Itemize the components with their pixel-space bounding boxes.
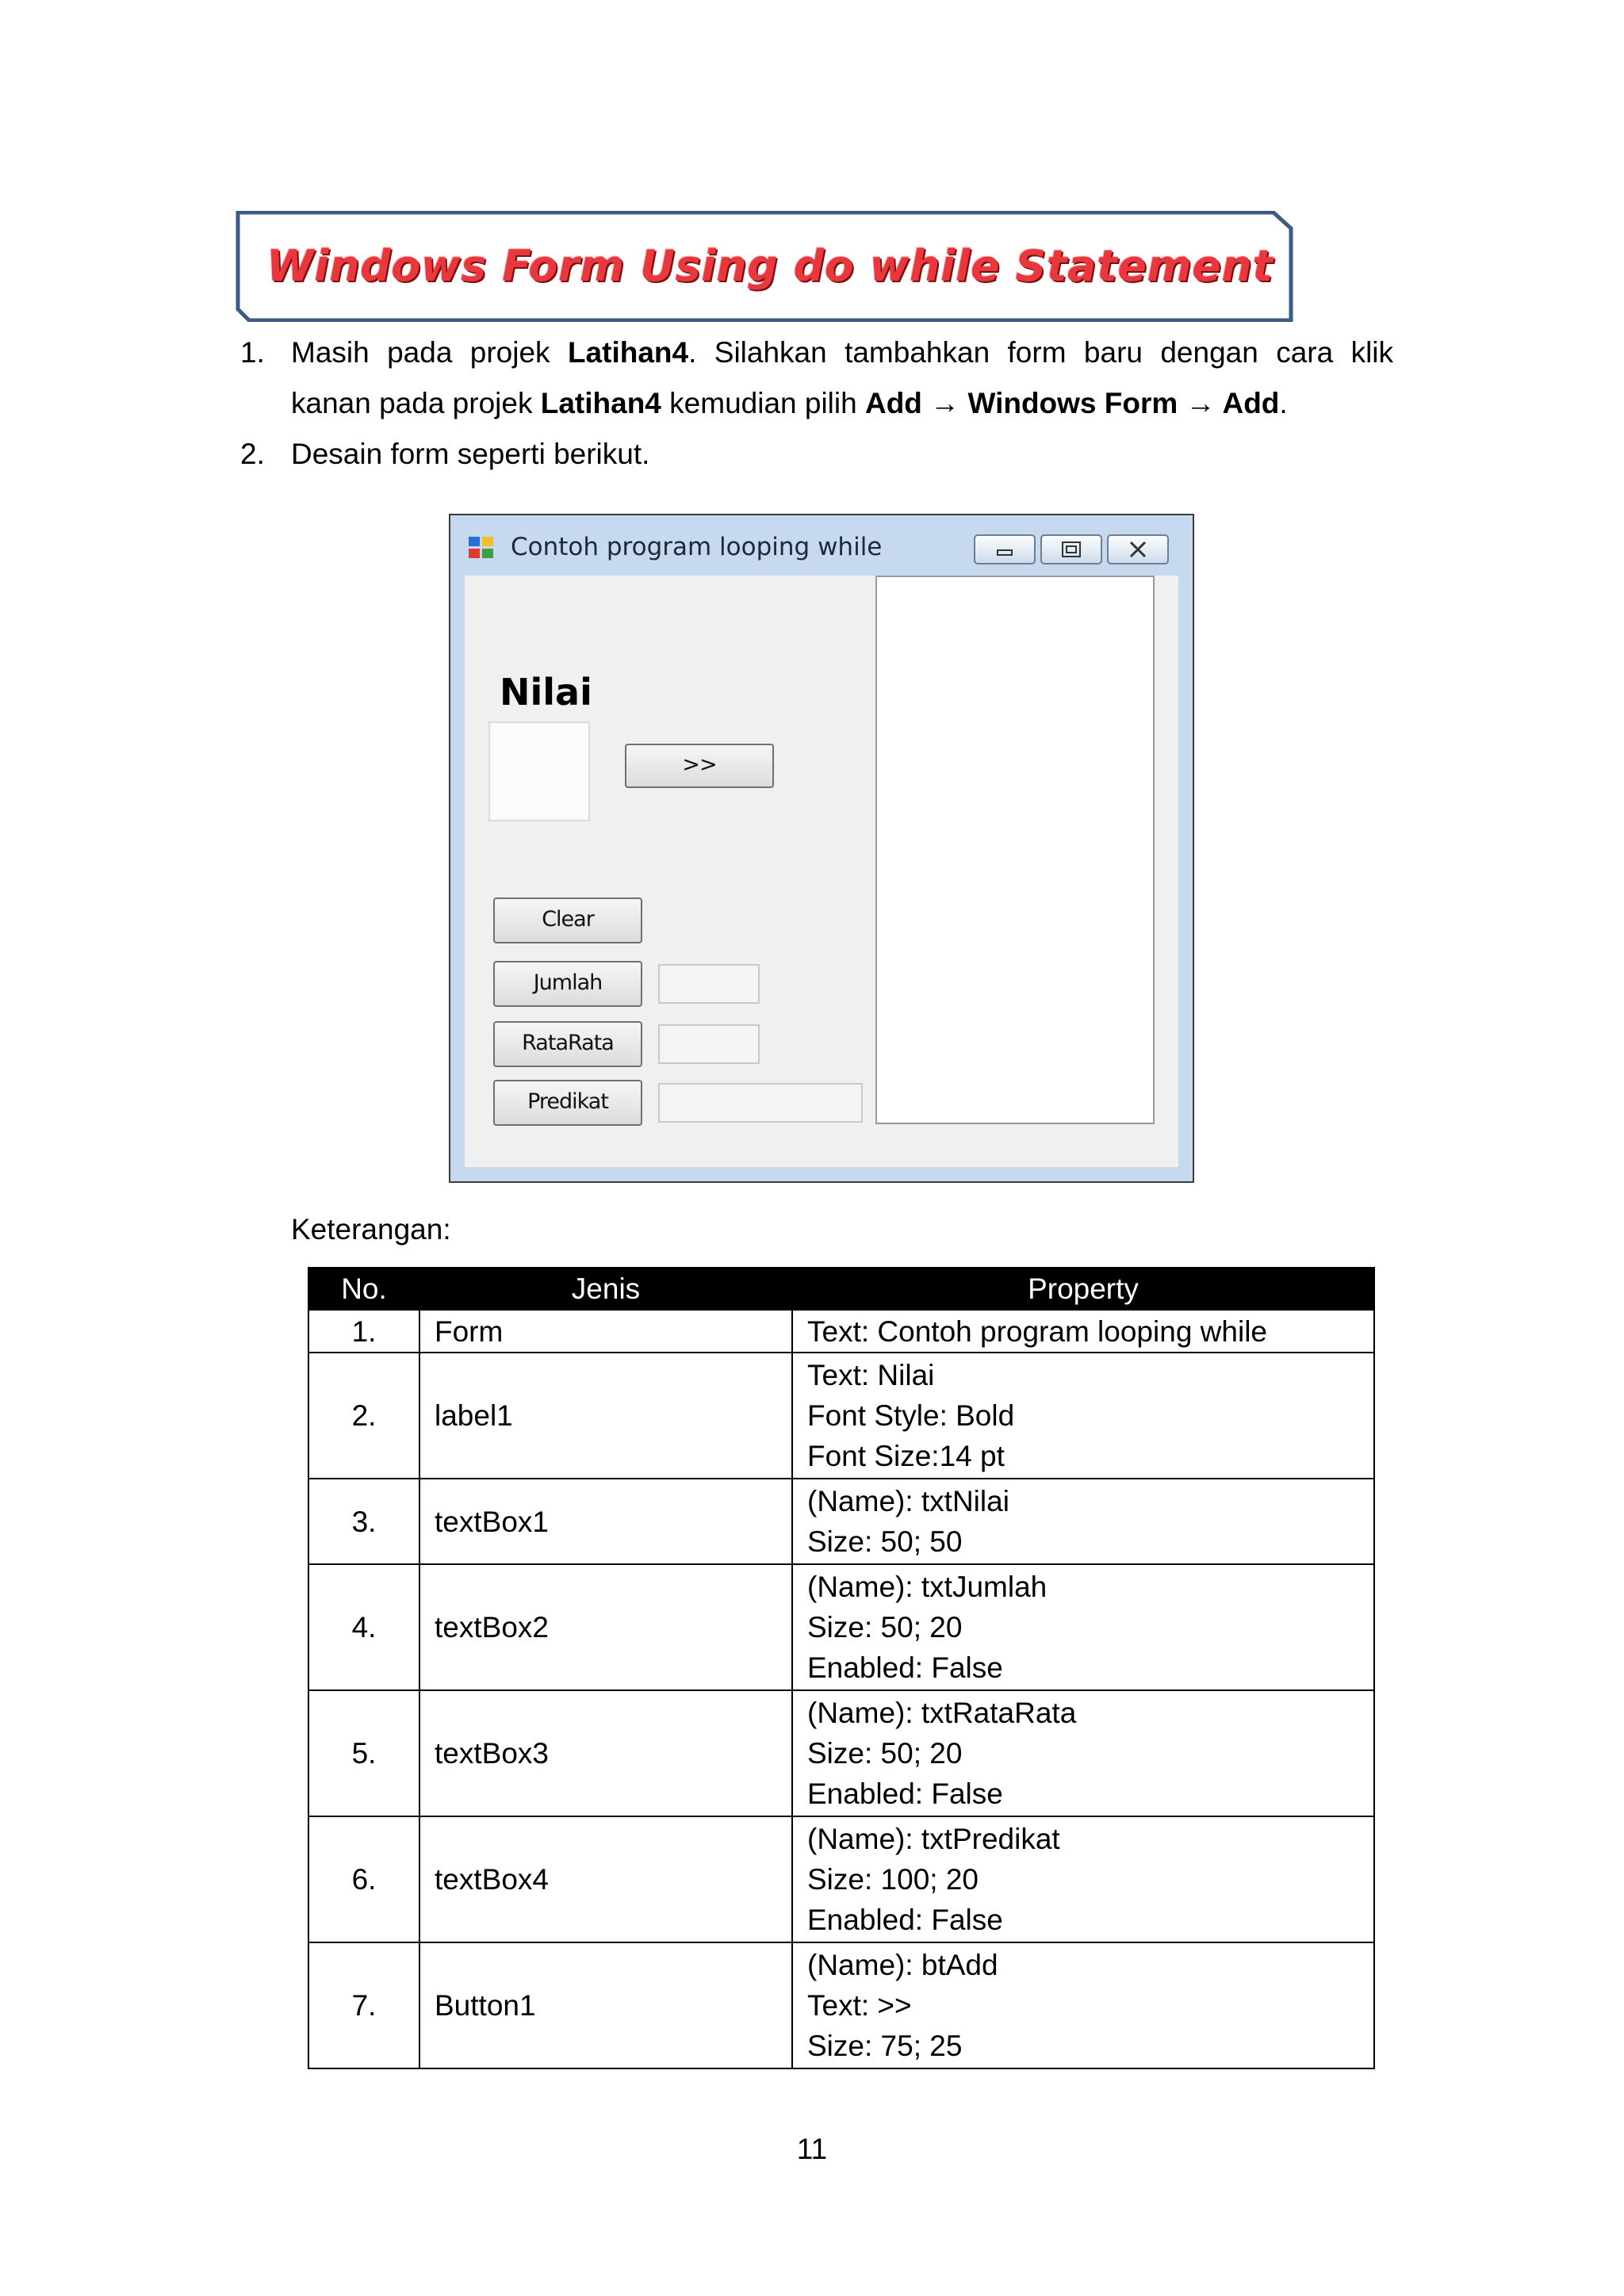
cell-no: 6.: [308, 1816, 419, 1942]
output-listbox[interactable]: [875, 576, 1155, 1124]
txtnilai-input[interactable]: [488, 721, 590, 821]
property-line: Enabled: False: [807, 1777, 1003, 1810]
section-title: Windows Form Using do while Statement: [266, 241, 1274, 291]
ratarata-button[interactable]: RataRata: [493, 1021, 642, 1067]
cell-property: [792, 1942, 1374, 2068]
table-row: [308, 1564, 1374, 1690]
step-2: [0, 429, 1624, 480]
bold-text: Latihan4: [567, 336, 689, 369]
section-title-banner: [233, 211, 1296, 322]
step-1-line-1: [291, 327, 1393, 378]
text-segment: . Silahkan tambahkan form baru dengan cara klik: [688, 336, 1394, 369]
cell-property: [792, 1690, 1374, 1816]
table-row: [308, 1479, 1374, 1564]
property-line: Size: 75; 25: [807, 2030, 963, 2062]
property-line: (Name): txtPredikat: [807, 1823, 1060, 1855]
cell-jenis: textBox1: [419, 1479, 792, 1564]
table-row: [308, 1816, 1374, 1942]
cell-property: [792, 1564, 1374, 1690]
text-segment: .: [1279, 387, 1288, 419]
property-line: Size: 50; 20: [807, 1611, 963, 1644]
cell-no: 4.: [308, 1564, 419, 1690]
maximize-icon[interactable]: [1040, 534, 1102, 564]
jumlah-button[interactable]: Jumlah: [493, 961, 642, 1007]
windows-form-screenshot: [449, 514, 1194, 1183]
cell-no: 5.: [308, 1690, 419, 1816]
txtjumlah-input[interactable]: [658, 964, 760, 1004]
table-row: [308, 1942, 1374, 2068]
cell-jenis: textBox3: [419, 1690, 792, 1816]
header-jenis: Jenis: [419, 1268, 792, 1310]
label-nilai: Nilai: [500, 671, 592, 714]
header-property: Property: [792, 1268, 1374, 1310]
property-line: Text: Nilai: [807, 1359, 935, 1391]
txtratarata-input[interactable]: [658, 1024, 760, 1064]
property-line: Size: 50; 50: [807, 1525, 963, 1558]
property-line: Size: 100; 20: [807, 1863, 979, 1896]
table-row: [308, 1353, 1374, 1479]
cell-property: [792, 1353, 1374, 1479]
property-line: Font Size:14 pt: [807, 1440, 1005, 1472]
cell-no: 2.: [308, 1353, 419, 1479]
clear-button[interactable]: Clear: [493, 897, 642, 943]
table-row: [308, 1310, 1374, 1353]
keterangan-label: Keterangan:: [291, 1213, 451, 1246]
property-line: (Name): btAdd: [807, 1949, 998, 1981]
table-header-row: [308, 1268, 1374, 1310]
cell-no: 1.: [308, 1310, 419, 1353]
step-1-line-2: [291, 378, 1393, 429]
bold-text: Latihan4: [540, 387, 661, 419]
property-line: (Name): txtJumlah: [807, 1571, 1048, 1603]
text-segment: Masih pada projek: [291, 336, 568, 369]
step-1: [0, 327, 1624, 438]
cell-property: [792, 1816, 1374, 1942]
text-segment: kanan pada projek: [291, 387, 541, 419]
cell-property: [792, 1479, 1374, 1564]
property-line: Font Style: Bold: [807, 1399, 1015, 1432]
form-app-icon: [468, 536, 495, 560]
cell-jenis: Form: [419, 1310, 792, 1353]
cell-jenis: textBox4: [419, 1816, 792, 1942]
property-line: (Name): txtRataRata: [807, 1697, 1077, 1729]
property-line: Text: >>: [807, 1989, 912, 2022]
step-number: 2.: [240, 438, 265, 470]
txtpredikat-input[interactable]: [658, 1083, 863, 1123]
properties-table: [308, 1267, 1375, 2069]
add-button[interactable]: >>: [625, 744, 774, 788]
step-number: 1.: [240, 336, 265, 369]
header-no: No.: [308, 1268, 419, 1310]
close-icon[interactable]: [1107, 534, 1169, 564]
property-line: Enabled: False: [807, 1651, 1003, 1684]
cell-jenis: Button1: [419, 1942, 792, 2068]
cell-no: 7.: [308, 1942, 419, 2068]
bold-text: Add → Windows Form → Add: [864, 387, 1280, 419]
property-line: (Name): txtNilai: [807, 1485, 1009, 1517]
step-2-text: Desain form seperti berikut.: [291, 438, 650, 470]
cell-jenis: label1: [419, 1353, 792, 1479]
cell-jenis: textBox2: [419, 1564, 792, 1690]
text-segment: kemudian pilih: [661, 387, 865, 419]
page-number: 11: [796, 2133, 828, 2165]
cell-no: 3.: [308, 1479, 419, 1564]
property-line: Size: 50; 20: [807, 1737, 963, 1770]
property-line: Enabled: False: [807, 1904, 1003, 1936]
predikat-button[interactable]: Predikat: [493, 1080, 642, 1126]
form-client-area: [465, 576, 1178, 1167]
property-line: Text: Contoh program looping while: [807, 1314, 1267, 1348]
cell-property: [792, 1310, 1374, 1353]
minimize-icon[interactable]: [974, 534, 1036, 564]
table-row: [308, 1690, 1374, 1816]
form-title: Contoh program looping while: [511, 533, 883, 561]
